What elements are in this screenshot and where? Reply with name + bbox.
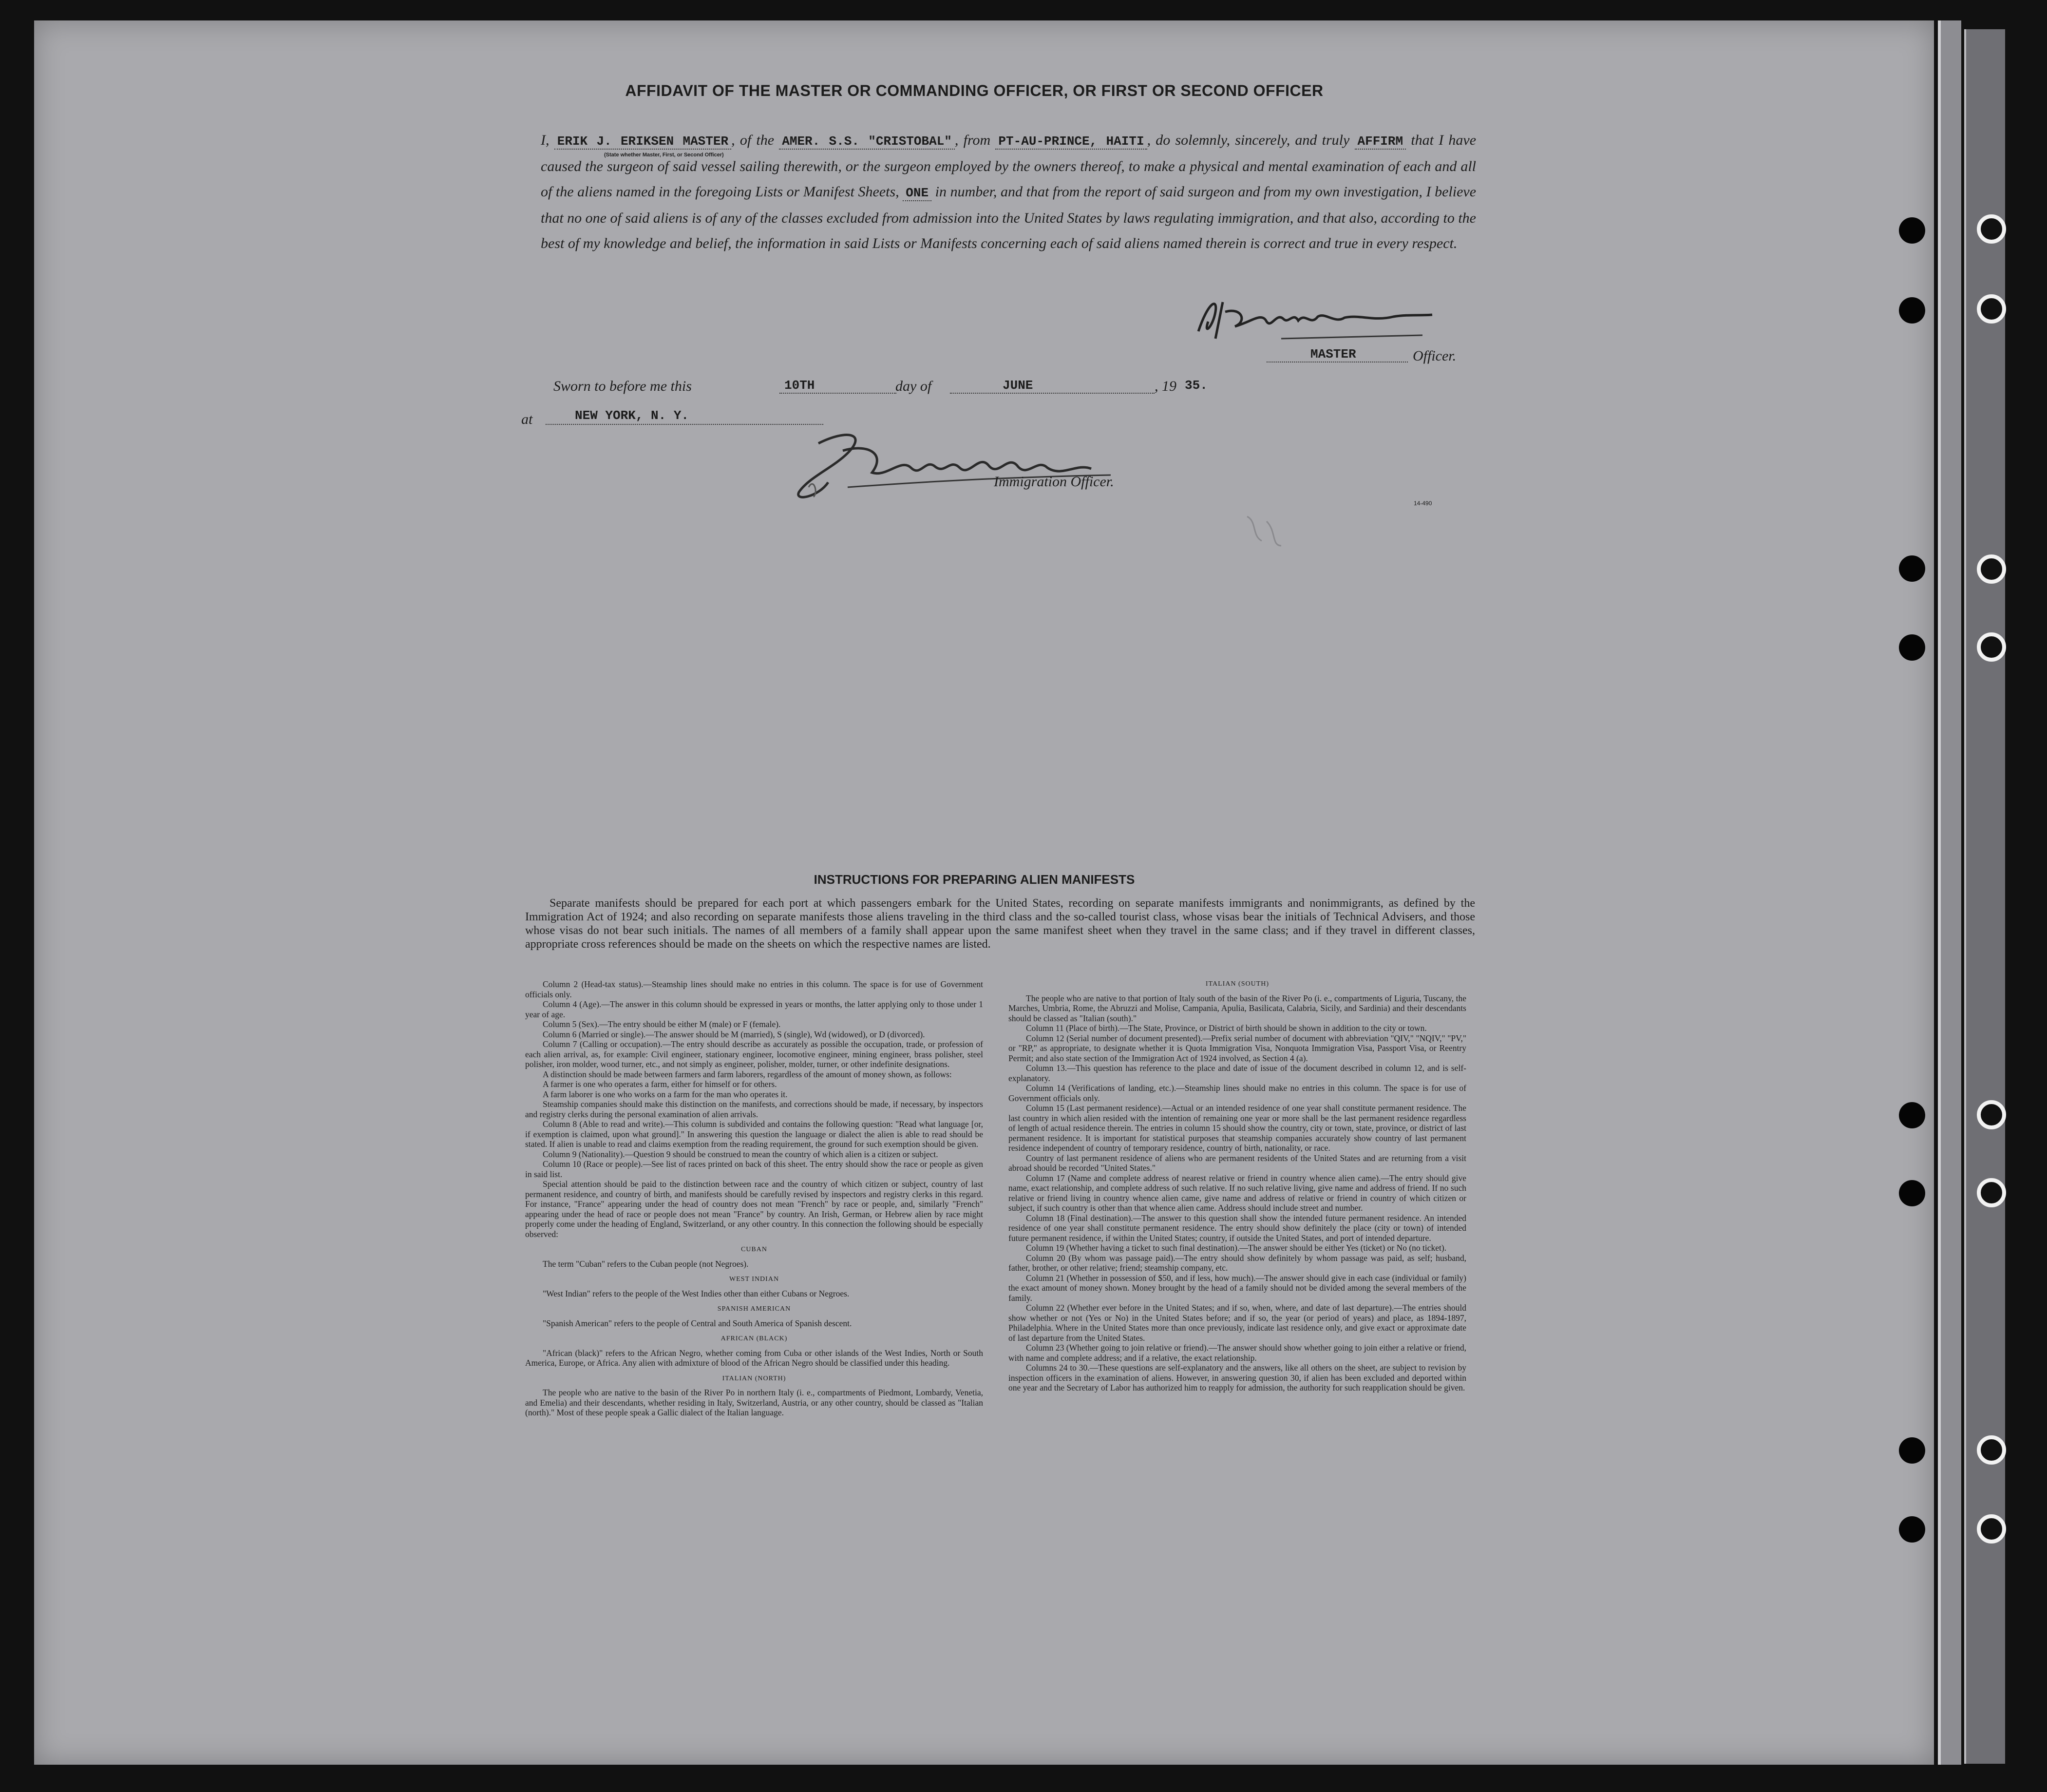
instruction-paragraph: Special attention should be paid to the distinction between race and the country of which citizen or subject, country of last permanent residence, and country of birth, and manifests should be carefully revised by inspectors and registry clerks in this regard. For instance, "France" appearing under the head of country does not mean "French" by race or people, and, similarly "French" appearing under the head of race or people does not mean "France" by country. An Irish, German, or Hebrew alien by race might properly come under the heading of England, Switzerland, or any other country. In this connection the following should be especially observed:	[525, 1179, 983, 1239]
instruction-paragraph: A distinction should be made between farmers and farm laborers, regardless of the amount of money shown, as follows:	[543, 1069, 952, 1079]
port-field: PT-AU-PRINCE, HAITI	[995, 134, 1147, 150]
sworn-place: NEW YORK, N. Y.	[575, 408, 689, 423]
binder-hole	[1899, 634, 1925, 661]
instruction-paragraph: Columns 24 to 30.—These questions are self-explanatory and the answers, like all others on the sheet, are subject to revision by inspection officers in the examination of aliens. However, in answering question 30, if alien has been excluded and deported within one year and the Secretary of Labor has authorized him to reapply for admission, the authority for such reapplication should be given.	[1008, 1363, 1466, 1392]
instruction-paragraph: Column 23 (Whether going to join relative or friend).—The answer should show whether going to join either a relative or friend, with name and complete address; and if a relative, the exact relationship.	[1008, 1343, 1466, 1363]
binder-hole-ring	[1977, 1514, 2006, 1544]
instructions-title: INSTRUCTIONS FOR PREPARING ALIEN MANIFESTS	[814, 872, 1135, 887]
instruction-paragraph: Steamship companies should make this distinction on the manifests, and corrections should be made, if necessary, by inspectors and registry clerks during the personal examination of alien arrivals.	[525, 1099, 983, 1119]
sworn-at: at	[521, 411, 533, 427]
instruction-paragraph: "West Indian" refers to the people of the West Indies other than either Cubans or Negroes.	[543, 1288, 850, 1298]
sworn-place-line	[546, 424, 823, 425]
sworn-text: Sworn to before me this	[553, 378, 692, 394]
instruction-paragraph: Column 17 (Name and complete address of nearest relative or friend in country whence alien came).—The entry should give name, exact relationship, and complete address of such relative. If no such relative living, give name and address of friend. If no such relative or friend living in country whence alien came, give name and address of relative or friend in country of which citizen or subject, if such country is other than that whence alien came. Address should include street and number.	[1008, 1173, 1466, 1213]
instruction-paragraph: A farmer is one who operates a farm, either for himself or for others.	[543, 1079, 777, 1089]
page-edge	[1938, 20, 1961, 1765]
binder-hole	[1899, 1437, 1925, 1464]
sworn-month-line	[950, 393, 1155, 394]
instruction-paragraph: "African (black)" refers to the African Negro, whether coming from Cuba or other islands of the West Indies, North or South America, Europe, or Africa. Any alien with admixture of blood of the African Negro should be classified under this heading.	[525, 1348, 983, 1368]
instruction-paragraph: The people who are native to that portion of Italy south of the basin of the River Po (i. e., compartments of Liguria, Tuscany, the Marches, Umbria, Rome, the Abruzzi and Molise, Campania, Apulia, Basilicata, Calabria, Sicily, and Sardinia) and their descendants should be classed as "Italian (south)."	[1008, 993, 1466, 1023]
affidavit-body-1: that I have caused the surgeon of said vessel sailing therewith, or the surgeon employed by the owners thereof, to make a physical and mental examination of each and all of the aliens named in the foregoing Lists or Manifest Sheets,	[541, 132, 1477, 200]
affidavit-text	[541, 128, 1476, 256]
instruction-paragraph: Country of last permanent residence of aliens who are permanent residents of the United States and are returning from a visit abroad should be recorded "United States."	[1008, 1153, 1466, 1173]
binder-hole-ring	[1977, 1100, 2006, 1129]
instruction-paragraph: Column 21 (Whether in possession of $50, and if less, how much).—The answer should give in each case (individual or family) the exact amount of money shown. Money brought by the head of a family should not be divided among the several members of the family.	[1008, 1273, 1466, 1303]
binder-hole	[1899, 1516, 1925, 1543]
master-signature	[1189, 292, 1442, 346]
heading-west-indian: WEST INDIAN	[729, 1276, 779, 1283]
instruction-paragraph: A farm laborer is one who works on a farm for the man who operates it.	[543, 1089, 788, 1099]
officer-label: Officer.	[1413, 348, 1457, 364]
instruction-paragraph: Column 9 (Nationality).—Question 9 should be construed to mean the country of which alien is a citizen or subject.	[543, 1149, 938, 1159]
form-number: 14-490	[1414, 500, 1432, 507]
binder-hole-ring	[1977, 554, 2006, 584]
affidavit-i: I,	[541, 132, 550, 148]
affidavit-solemnly: solemnly, sincerely, and truly	[1175, 132, 1350, 148]
instruction-paragraph: Column 10 (Race or people).—See list of races printed on back of this sheet. The entry should show the race or people as given in said list.	[525, 1159, 983, 1179]
affidavit-do: , do	[1147, 132, 1171, 148]
instruction-paragraph: Column 5 (Sex).—The entry should be either M (male) or F (female).	[543, 1019, 781, 1029]
affidavit-title: AFFIDAVIT OF THE MASTER OR COMMANDING OFFICER, OR FIRST OR SECOND OFFICER	[625, 82, 1324, 99]
sheets-count-field: ONE	[903, 186, 931, 201]
instruction-paragraph: Column 19 (Whether having a ticket to such final destination).—The answer should be either Yes (ticket) or No (no ticket).	[1026, 1243, 1447, 1253]
heading-african: AFRICAN (BLACK)	[720, 1335, 788, 1342]
manifest-page	[34, 20, 1934, 1765]
sworn-day: 10TH	[784, 378, 815, 393]
rank-hint: (State whether Master, First, or Second Officer)	[604, 152, 724, 158]
faint-mark	[1237, 507, 1296, 555]
affirm-field: AFFIRM	[1355, 134, 1406, 150]
instruction-paragraph: Column 6 (Married or single).—The answer should be M (married), S (single), Wd (widowed), or D (divorced).	[543, 1029, 925, 1039]
binder-hole	[1899, 217, 1925, 244]
binder-hole-ring	[1977, 632, 2006, 662]
instruction-paragraph: Column 12 (Serial number of document presented).—Prefix serial number of document with abbreviation "QIV," "NQIV," "PV," or "RP," as appropriate, to designate whether it is Quota Immigration Visa, Nonquota Immigration Visa, Passport Visa, or Reentry Permit; and also state section of the Immigration Act of 1924 involved, as Section 4 (a).	[1008, 1033, 1466, 1063]
instruction-paragraph: Column 8 (Able to read and write).—This column is subdivided and contains the following question: "Read what language [or, if exemption is claimed, upon what ground]." In answering this question the language or dialect the alien is able to read should be stated. If alien is unable to read and claims exemption from the reading requirement, the ground for such exemption should be given.	[525, 1119, 983, 1149]
instruction-paragraph: Column 14 (Verifications of landing, etc.).—Steamship lines should make no entries in this column. The space is for use of Government officials only.	[1008, 1083, 1466, 1103]
instruction-paragraph: Column 20 (By whom was passage paid).—The entry should show definitely by whom passage was paid, as self; husband, father, brother, or other relative; friend; steamship company, etc.	[1008, 1253, 1466, 1273]
sworn-day-line	[779, 393, 896, 394]
officer-name-field: ERIK J. ERIKSEN MASTER	[554, 134, 731, 150]
instruction-paragraph: Column 4 (Age).—The answer in this column should be expressed in years or months, the latter applying only to those under 1 year of age.	[525, 999, 983, 1019]
heading-italian-south: ITALIAN (SOUTH)	[1205, 980, 1270, 988]
heading-italian-north: ITALIAN (NORTH)	[722, 1374, 786, 1382]
instruction-paragraph: The people who are native to the basin of the River Po in northern Italy (i. e., compartments of Piedmont, Lombardy, Venetia, and Emelia) and their descendants, whether residing in Italy, Switzerland, Austria, or any other country, should be classed as "Italian (north)." Most of these people speak a Gallic dialect of the Italian language.	[525, 1388, 983, 1417]
instructions-right-column	[1008, 979, 1466, 1393]
instruction-paragraph: Column 18 (Final destination).—The answer to this question shall show the intended future permanent residence. An intended residence of one year shall constitute permanent residence. The entry should show definitely the place (city or town) of intended future permanent residence, if within the United States; country, if outside the United States, and port of intended departure.	[1008, 1213, 1466, 1243]
affidavit-from: , from	[954, 132, 991, 148]
binder-hole-ring	[1977, 1178, 2006, 1207]
heading-spanish-american: SPANISH AMERICAN	[717, 1305, 791, 1313]
sworn-year: 35.	[1185, 378, 1208, 393]
instruction-paragraph: Column 2 (Head-tax status).—Steamship lines should make no entries in this column. The space is for use of Government officials only.	[525, 979, 983, 999]
instruction-paragraph: Column 7 (Calling or occupation).—The entry should describe as accurately as possible the occupation, trade, or profession of each alien arrival, as, for example: Civil engineer, stationary engineer, locomotive engineer, mining engineer, brass polisher, steel polisher, iron molder, wood turner, etc., and not simply as engineer, polisher, molder, turner, or other indefinite designations.	[525, 1039, 983, 1069]
instruction-paragraph: "Spanish American" refers to the people of Central and South America of Spanish descent.	[543, 1318, 852, 1328]
vessel-field: AMER. S.S. "CRISTOBAL"	[779, 134, 955, 150]
instruction-paragraph: The term "Cuban" refers to the Cuban people (not Negroes).	[543, 1258, 749, 1269]
page-edge-back	[1964, 29, 2005, 1764]
binder-hole-ring	[1977, 214, 2006, 244]
binder-hole	[1899, 555, 1925, 582]
binder-hole-ring	[1977, 294, 2006, 324]
heading-cuban: CUBAN	[740, 1246, 767, 1253]
instruction-paragraph: Column 22 (Whether ever before in the United States; and if so, when, where, and date of last departure).—The entries should show whether or not (Yes or No) in the United States before; and if so, the year (or period of years) and place, as 1894-1897, Philadelphia. Where in the United States more than once previously, indicate last residence only, and give exact or approximate date of last departure from the United States.	[1008, 1303, 1466, 1343]
officer-title: MASTER	[1310, 347, 1356, 362]
immigration-officer-signature	[789, 424, 1130, 507]
binder-hole	[1899, 1180, 1925, 1206]
affidavit-of-the: , of the	[731, 132, 775, 148]
sworn-day-of: day of	[895, 378, 932, 394]
binder-hole	[1899, 1102, 1925, 1128]
binder-hole	[1899, 297, 1925, 324]
instructions-left-column	[525, 979, 983, 1418]
instruction-paragraph: Column 15 (Last permanent residence).—Actual or an intended residence of one year shall constitute permanent residence. The last country in which alien resided with the intention of remaining one year or more shall be the last permanent residence regardless of length of actual residence therein. The entries in column 15 should show the country, city or town, state, province, or district of last permanent residence. It is important for statistical purposes that steamship companies accurately show country of last permanent residence independent of country of temporary residence, country of birth, nationality, or race.	[1008, 1103, 1466, 1153]
binder-hole-ring	[1977, 1435, 2006, 1465]
instruction-paragraph: Column 13.—This question has reference to the place and date of issue of the document described in column 12, and is self-explanatory.	[1008, 1063, 1466, 1083]
instructions-intro: Separate manifests should be prepared for each port at which passengers embark for the United States, recording on separate manifests immigrants and nonimmigrants, as defined by the Immigration Act of 1924; and also recording on separate manifests those aliens traveling in the third class and the so-called tourist class, whose visas bear the initials of Technical Advisers, and those whose visas do not bear such initials. The names of all members of a family shall appear upon the same manifest sheet when they travel in the same class; and if they travel in different classes, appropriate cross references should be made on the sheets on which the respective names are listed.	[525, 897, 1475, 951]
instruction-paragraph: Column 11 (Place of birth).—The State, Province, or District of birth should be shown in addition to the city or town.	[1026, 1023, 1427, 1033]
affidavit-body-2: in number, and that from the report of said surgeon and from my own investigation, I believe that no one of said aliens is of any of the classes excluded from admission into the United States by laws regulating immigration, and that also, according to the best of my knowledge and belief, the information in said Lists or Manifests concerning each of said aliens named therein is correct and true in every respect.	[541, 184, 1477, 251]
sworn-month: JUNE	[1003, 378, 1033, 393]
immigration-officer-label: Immigration Officer.	[994, 474, 1114, 490]
sworn-year-prefix: , 19	[1155, 378, 1176, 394]
